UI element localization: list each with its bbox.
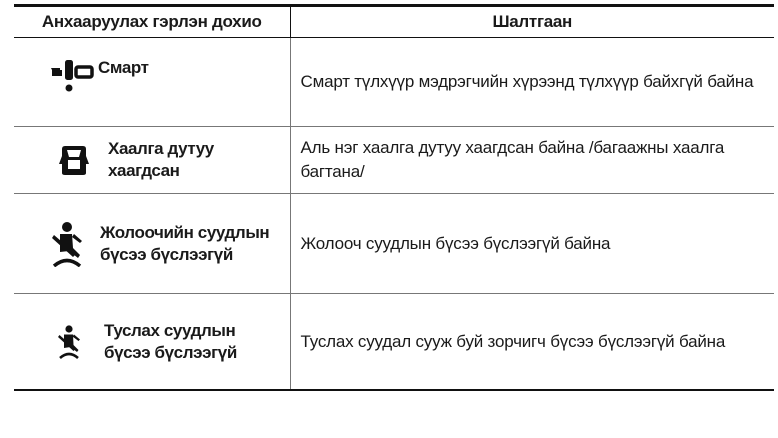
cause-cell: Аль нэг хаалга дутуу хаагдсан байна /багаажны хаалга багтана/ (290, 127, 774, 194)
header-warning-light: Анхааруулах гэрлэн дохио (14, 6, 290, 38)
table-row (14, 38, 774, 127)
cause-cell: Туслах суудал сууж буй зорчигч бүсээ бүслээгүй байна (290, 294, 774, 391)
cause-cell: Смарт түлхүүр мэдрэгчийн хүрээнд түлхүүр байхгүй байна (290, 38, 774, 127)
warning-lights-table (14, 4, 774, 391)
lamp-name-door: Хаалга дутуу хаагдсан (108, 139, 214, 180)
lamp-cell (14, 194, 290, 294)
lamp-cell (14, 294, 290, 391)
door-ajar-icon (58, 143, 90, 177)
cause-cell: Жолооч суудлын бүсээ бүслээгүй байна (290, 194, 774, 294)
lamp-name-driver-seatbelt: Жолоочийн суудлын бүсээ бүслээгүй (100, 222, 270, 264)
lamp-cell (14, 38, 290, 127)
lamp-name-passenger-seatbelt: Туслах суудлын бүсээ бүслээгүй (104, 320, 237, 362)
table-row (14, 127, 774, 194)
lamp-name-smart: Смарт (98, 58, 149, 77)
smart-key-icon (48, 57, 98, 97)
lamp-cell (14, 127, 290, 194)
driver-seatbelt-icon (50, 221, 84, 267)
table-row (14, 294, 774, 391)
passenger-seatbelt-icon (56, 325, 82, 359)
table-header-row (14, 6, 774, 38)
table-row (14, 194, 774, 294)
header-cause: Шалтгаан (290, 6, 774, 38)
